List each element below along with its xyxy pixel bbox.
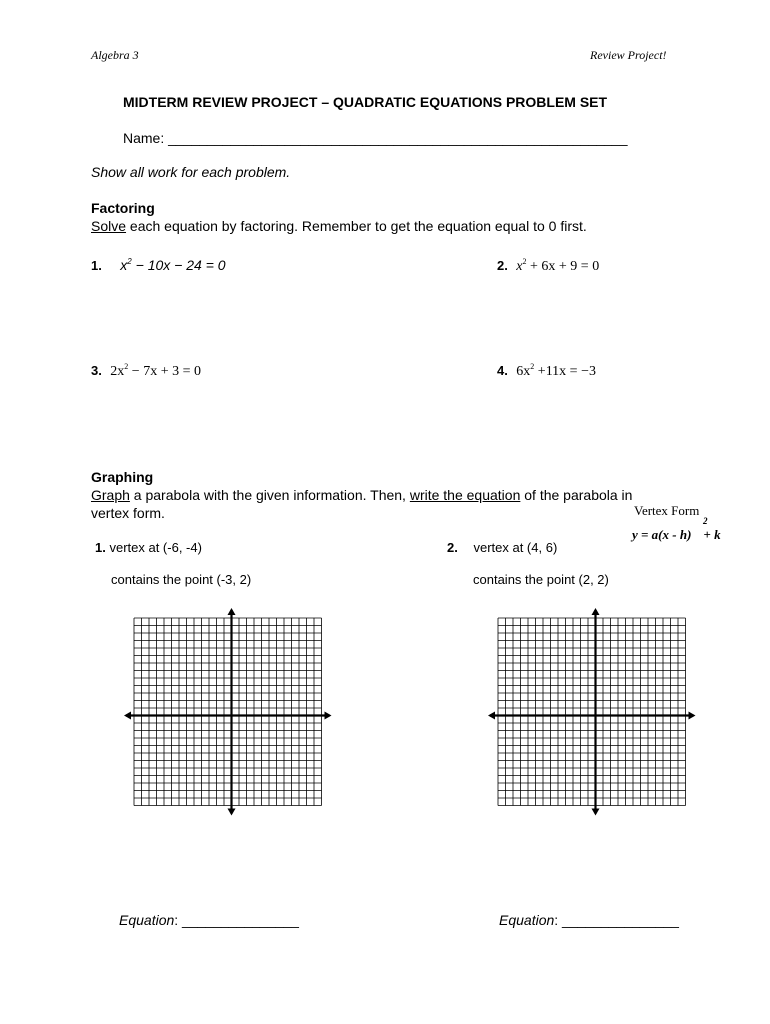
problem-number: 2. [497,258,508,273]
page-title: MIDTERM REVIEW PROJECT – QUADRATIC EQUATIONS PROBLEM SET [123,94,608,110]
axis-arrow-icon [228,809,236,816]
problem-number: 4. [497,363,508,378]
graph-problem-2-vertex: 2. vertex at (4, 6) [447,540,558,555]
vertex-form-exponent: 2 [703,516,708,526]
grid-lines [134,618,322,806]
axis-arrow-icon [592,608,600,615]
grid-lines [498,618,686,806]
equation-text: $x^2 - 10x - 24 = 0$ [120,257,226,273]
problem-number: 1. [95,540,106,555]
name-field: Name: ___________________________________________________________ [123,130,628,146]
graphing-heading: Graphing [91,469,154,485]
vertex-form-label: Vertex Form [634,503,700,518]
header-project: Review Project! [590,48,667,62]
graphing-directions: Graph a parabola with the given information. Then, write the equation of the parabola in [91,487,633,503]
problem-number: 3. [91,363,102,378]
factoring-problem-4 [497,362,596,380]
graph-problem-1-vertex: 1. vertex at (-6, -4) [95,540,202,555]
solve-word: Solve [91,218,127,234]
axis-arrow-icon [325,712,332,720]
axis-arrow-icon [488,712,495,720]
graphing-directions-line2: vertex form. [91,505,165,521]
header-course: Algebra 3 [91,48,139,62]
factoring-directions [91,218,587,234]
vertex-form-equation: y = a(x - h) + k [632,527,721,542]
instructions: Show all work for each problem. [91,164,291,180]
coordinate-grid-1[interactable] [124,608,334,820]
factoring-problem-2 [497,257,599,275]
axis-arrow-icon [228,608,236,615]
graph-word: Graph [91,487,130,503]
factoring-problem-3 [91,362,201,380]
graph-problem-2-point: contains the point (2, 2) [473,572,609,587]
equation-text: $2x^2 - 7x + 3 = 0$ [110,362,201,379]
coordinate-grid-2[interactable] [488,608,698,820]
axis-arrow-icon [689,712,696,720]
problem-number: 1. [91,258,102,273]
axis-arrow-icon [592,809,600,816]
factoring-heading: Factoring [91,200,155,216]
equation-text: $x^2 + 6x + 9 = 0$ [516,257,600,274]
problem-number: 2. [447,540,458,555]
equation-text: $6x^2 +11x = -3$ [516,362,596,379]
factoring-problem-1 [91,257,226,275]
factoring-directions-rest: each equation by factoring. Remember to get the equation equal to 0 first. [126,218,587,234]
graph-problem-1-point: contains the point (-3, 2) [111,572,252,587]
write-equation-word: write the equation [409,487,521,503]
equation-answer-2: Equation: _______________ [499,912,679,928]
equation-answer-1: Equation: _______________ [119,912,299,928]
axis-arrow-icon [124,712,131,720]
